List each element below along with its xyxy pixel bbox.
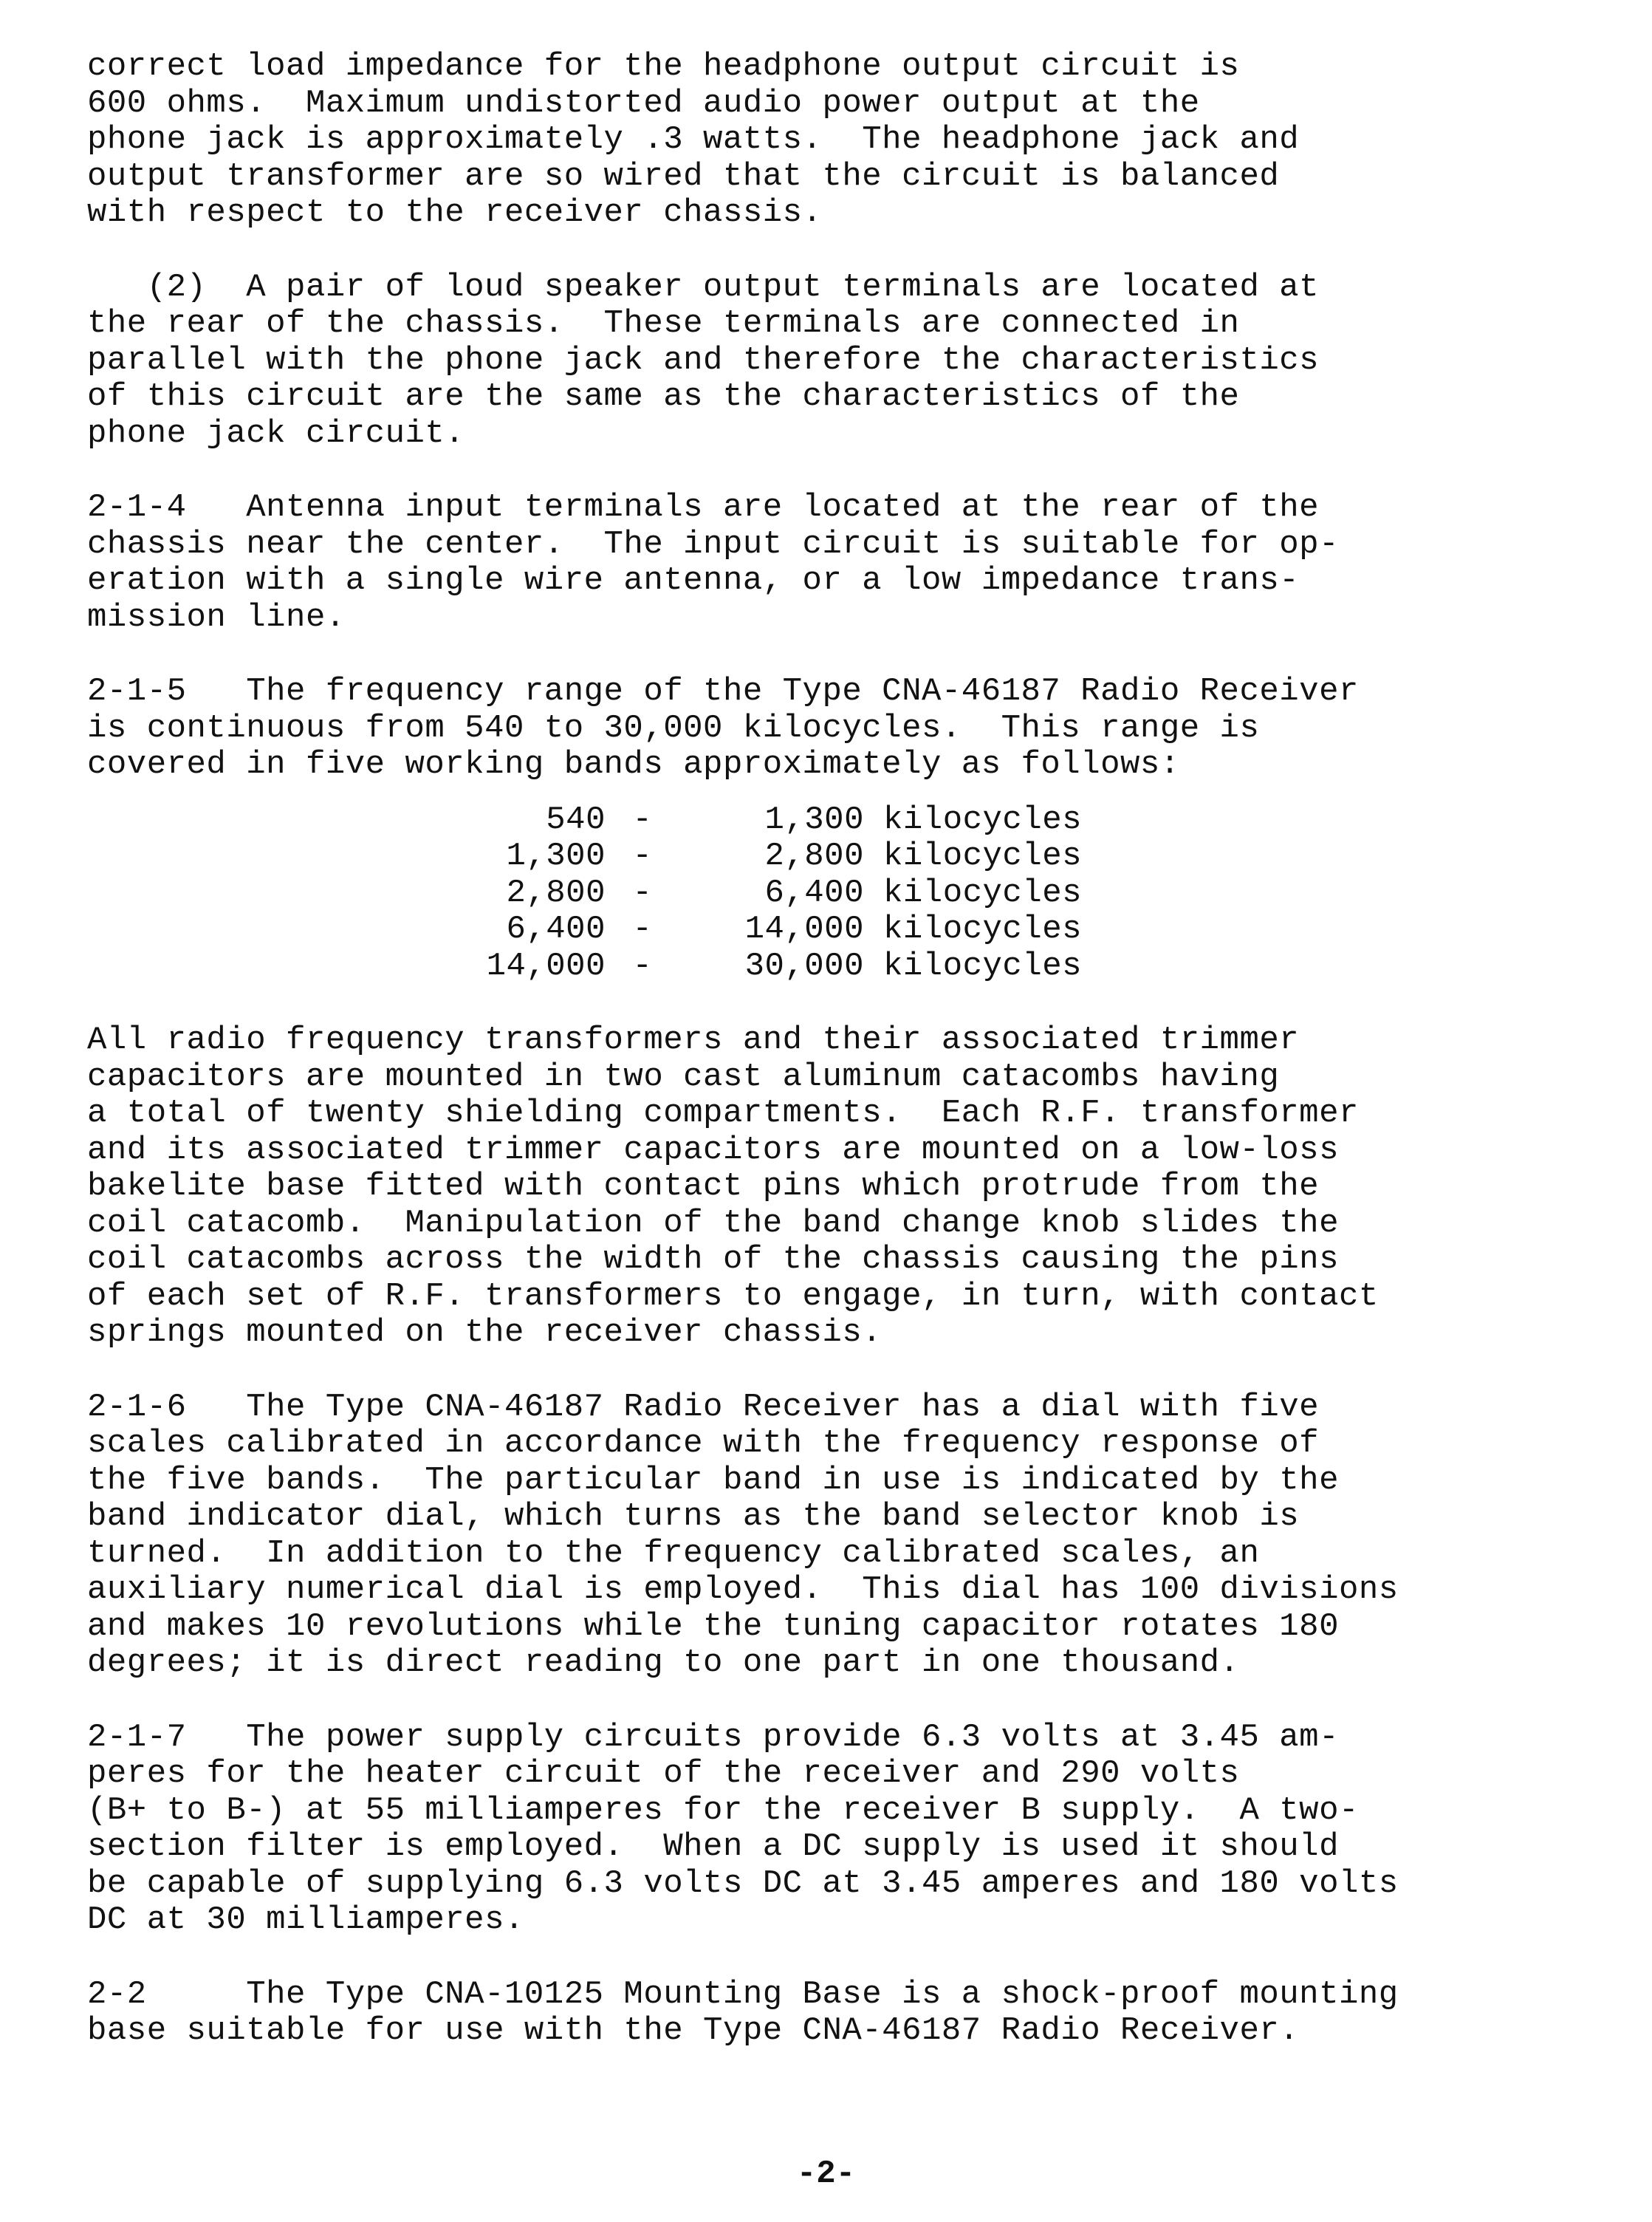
band-to: 6,400 <box>764 874 864 912</box>
band-to: 30,000 <box>744 947 864 985</box>
text-line: be capable of supplying 6.3 volts DC at 3.45 amperes and 180 volts <box>87 1864 1399 1902</box>
paragraph-2-1-4-antenna <box>87 490 1572 636</box>
text-line: 2-1-5 The frequency range of the Type CNA-46187 Radio Receiver <box>87 673 1359 710</box>
paragraph-loud-speaker-terminals <box>87 270 1572 453</box>
paragraph-2-1-6-dial <box>87 1389 1572 1682</box>
page-number: -2- <box>796 2156 856 2192</box>
text-line: scales calibrated in accordance with the frequency response of <box>87 1425 1320 1462</box>
text-line: a total of twenty shielding compartments. Each R.F. transformer <box>87 1095 1359 1132</box>
text-line: capacitors are mounted in two cast aluminum catacombs having <box>87 1058 1280 1095</box>
text-line: 2-1-4 Antenna input terminals are located at the rear of the <box>87 489 1320 526</box>
paragraph-rf-transformers <box>87 1022 1572 1352</box>
text-line: coil catacombs across the width of the chassis causing the pins <box>87 1241 1339 1278</box>
text-line: mission line. <box>87 598 346 636</box>
band-to: 2,800 <box>764 838 864 875</box>
band-from: 14,000 <box>486 947 606 985</box>
text-line: the rear of the chassis. These terminals are connected in <box>87 305 1240 342</box>
paragraph-2-1-5-frequency-range <box>87 674 1572 784</box>
band-from: 6,400 <box>506 911 606 948</box>
text-line: 600 ohms. Maximum undistorted audio power output at the <box>87 84 1200 122</box>
text-line: and makes 10 revolutions while the tuning capacitor rotates 180 <box>87 1607 1339 1645</box>
band-unit: kilocycles <box>883 911 1083 948</box>
text-line: 2-2 The Type CNA-10125 Mounting Base is a shock-proof mounting <box>87 1975 1399 2013</box>
text-line: phone jack is approximately .3 watts. The headphone jack and <box>87 121 1300 158</box>
text-line: 2-1-7 The power supply circuits provide 6.3 volts at 3.45 am- <box>87 1718 1339 1756</box>
text-line: bakelite base fitted with contact pins which protrude from the <box>87 1168 1320 1205</box>
text-line: phone jack circuit. <box>87 414 465 452</box>
text-line: (2) A pair of loud speaker output terminals are located at <box>87 268 1320 306</box>
text-line: output transformer are so wired that the circuit is balanced <box>87 157 1280 195</box>
text-line: of each set of R.F. transformers to engage, in turn, with contact <box>87 1277 1379 1315</box>
text-line: turned. In addition to the frequency calibrated scales, an <box>87 1534 1260 1572</box>
text-line: DC at 30 milliamperes. <box>87 1901 524 1938</box>
text-line: 2-1-6 The Type CNA-46187 Radio Receiver has a dial with five <box>87 1388 1320 1426</box>
band-dash: - <box>632 947 653 985</box>
paragraph-2-1-7-power-supply <box>87 1720 1572 1939</box>
text-line: peres for the heater circuit of the receiver and 290 volts <box>87 1755 1240 1792</box>
text-line: degrees; it is direct reading to one part in one thousand. <box>87 1644 1240 1681</box>
band-from: 1,300 <box>506 838 606 875</box>
band-unit: kilocycles <box>883 874 1083 912</box>
text-line: section filter is employed. When a DC supply is used it should <box>87 1828 1339 1865</box>
band-from: 2,800 <box>506 874 606 912</box>
text-line: parallel with the phone jack and therefore the characteristics <box>87 341 1320 379</box>
paragraph-headphone-output <box>87 49 1572 232</box>
text-line: the five bands. The particular band in use is indicated by the <box>87 1461 1339 1499</box>
text-line: auxiliary numerical dial is employed. This dial has 100 divisions <box>87 1571 1399 1608</box>
text-line: eration with a single wire antenna, or a low impedance trans- <box>87 562 1300 599</box>
text-line: chassis near the center. The input circuit is suitable for op- <box>87 525 1339 563</box>
band-unit: kilocycles <box>883 801 1083 838</box>
band-to: 14,000 <box>744 911 864 948</box>
text-line: band indicator dial, which turns as the band selector knob is <box>87 1498 1300 1535</box>
text-line: base suitable for use with the Type CNA-46187 Radio Receiver. <box>87 2012 1300 2049</box>
band-row <box>87 875 1572 912</box>
band-row <box>87 948 1572 985</box>
paragraph-2-2-mounting-base <box>87 1977 1572 2050</box>
band-dash: - <box>632 911 653 948</box>
band-dash: - <box>632 874 653 912</box>
band-row <box>87 838 1572 875</box>
band-from: 540 <box>546 801 606 838</box>
band-row <box>87 802 1572 839</box>
band-dash: - <box>632 838 653 875</box>
text-line: correct load impedance for the headphone output circuit is <box>87 48 1240 85</box>
band-row <box>87 912 1572 948</box>
band-unit: kilocycles <box>883 838 1083 875</box>
band-dash: - <box>632 801 653 838</box>
text-line: is continuous from 540 to 30,000 kilocycles. This range is <box>87 709 1260 747</box>
text-line: springs mounted on the receiver chassis. <box>87 1314 882 1351</box>
document-page <box>87 49 1572 2191</box>
band-to: 1,300 <box>764 801 864 838</box>
text-line: (B+ to B-) at 55 milliamperes for the receiver B supply. A two- <box>87 1791 1359 1829</box>
band-unit: kilocycles <box>883 947 1083 985</box>
text-line: of this circuit are the same as the characteristics of the <box>87 378 1240 415</box>
text-line: covered in five working bands approximately as follows: <box>87 746 1180 783</box>
text-line: and its associated trimmer capacitors are mounted on a low-loss <box>87 1131 1339 1169</box>
text-line: with respect to the receiver chassis. <box>87 194 823 231</box>
frequency-bands-table <box>87 802 1572 985</box>
text-line: coil catacomb. Manipulation of the band change knob slides the <box>87 1204 1339 1242</box>
text-line: All radio frequency transformers and their associated trimmer <box>87 1022 1300 1059</box>
